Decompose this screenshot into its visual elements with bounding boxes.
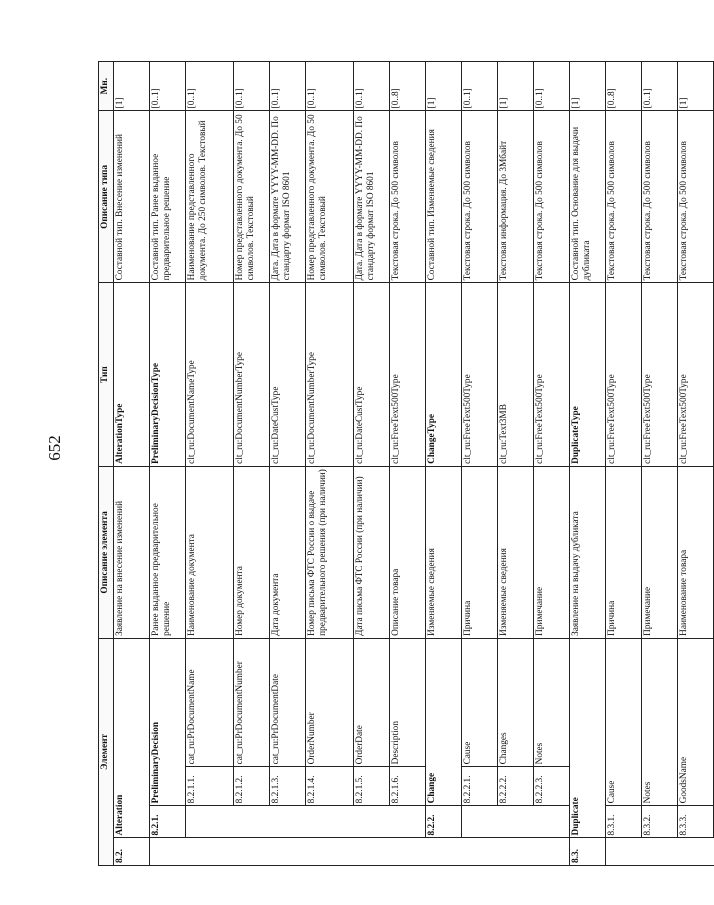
table-row <box>426 62 462 866</box>
element-type: clt_ru:FreeText500Type <box>606 283 642 466</box>
table-row <box>186 62 234 866</box>
table-row <box>462 62 498 866</box>
element-description: Изменяемые сведения <box>498 466 534 638</box>
indent-cell <box>606 838 642 866</box>
element-name: cat_ru:PrDocumentName <box>186 638 234 767</box>
element-type: ChangeType <box>426 283 462 466</box>
header-type-description: Описание типа <box>99 111 114 283</box>
row-number: 8.2.2.1. <box>462 767 498 806</box>
element-description: Наименование документа <box>186 466 234 638</box>
table-row <box>678 62 714 866</box>
table-row <box>306 62 354 866</box>
table-body <box>114 62 714 866</box>
multiplicity: [0..1] <box>306 62 354 111</box>
multiplicity: [1] <box>678 62 714 111</box>
row-number: 8.2. <box>114 838 150 866</box>
rotated-table-page <box>98 61 689 866</box>
element-description: Дата письма ФТС России (при наличии) <box>354 466 390 638</box>
type-description: Текстовая строка. До 500 символов <box>390 111 426 283</box>
table-row <box>354 62 390 866</box>
type-description: Наименование представленного документа. До 250 символов. Текстовый <box>186 111 234 283</box>
header-element: Элемент <box>99 638 114 865</box>
element-type: clt_ru:DateCustType <box>354 283 390 466</box>
multiplicity: [0..8] <box>606 62 642 111</box>
element-description: Номер письма ФТС России о выдаче предварительного решения (при наличии) <box>306 466 354 638</box>
indent-cell <box>390 838 426 866</box>
element-type: clt_ru:DocumentNameType <box>186 283 234 466</box>
indent-cell <box>426 838 462 866</box>
indent-cell <box>186 838 234 866</box>
element-description: Причина <box>606 466 642 638</box>
indent-cell <box>498 838 534 866</box>
table-row <box>114 62 150 866</box>
page-number: 652 <box>45 435 64 461</box>
multiplicity: [0..1] <box>186 62 234 111</box>
element-type: clt_ru:FreeText500Type <box>534 283 570 466</box>
indent-cell <box>390 806 426 838</box>
indent-cell <box>150 838 186 866</box>
element-description: Дата документа <box>270 466 306 638</box>
table-row <box>606 62 642 866</box>
row-number: 8.2.2. <box>426 806 462 838</box>
row-number: 8.2.1.6. <box>390 767 426 806</box>
row-number: 8.2.2.3. <box>534 767 570 806</box>
multiplicity: [1] <box>498 62 534 111</box>
type-description: Текстовая строка. До 500 символов <box>642 111 678 283</box>
type-description: Составной тип. Внесение изменений <box>114 111 150 283</box>
element-type: clt_ru:FreeText500Type <box>678 283 714 466</box>
indent-cell <box>642 838 678 866</box>
indent-cell <box>306 838 354 866</box>
row-number: 8.3.2. <box>642 806 678 838</box>
element-name: GoodsName <box>678 638 714 805</box>
multiplicity: [0..1] <box>354 62 390 111</box>
table-row <box>270 62 306 866</box>
header-mn: Мн. <box>99 62 114 111</box>
element-type: clt_ru:DocumentNumberType <box>306 283 354 466</box>
row-number: 8.3.3. <box>678 806 714 838</box>
indent-cell <box>270 806 306 838</box>
element-description: Заявление на выдачу дубликата <box>570 466 606 638</box>
element-type: AlterationType <box>114 283 150 466</box>
table-row <box>642 62 678 866</box>
table-row <box>390 62 426 866</box>
table-header-row <box>99 62 114 866</box>
row-number: 8.2.2.2. <box>498 767 534 806</box>
indent-cell <box>498 806 534 838</box>
element-name: Description <box>390 638 426 767</box>
element-name: PreliminaryDecision <box>150 638 186 805</box>
row-number: 8.2.1.4. <box>306 767 354 806</box>
element-name: Notes <box>534 638 570 767</box>
type-description: Составной тип. Основание для выдачи дубликата <box>570 111 606 283</box>
element-description: Заявление на внесение изменений <box>114 466 150 638</box>
element-name: Cause <box>462 638 498 767</box>
element-name: cat_ru:PrDocumentNumber <box>234 638 270 767</box>
element-description: Примечание <box>642 466 678 638</box>
multiplicity: [0..1] <box>234 62 270 111</box>
indent-cell <box>678 838 714 866</box>
indent-cell <box>354 838 390 866</box>
indent-cell <box>186 806 234 838</box>
element-type: clt_ru:FreeText500Type <box>462 283 498 466</box>
indent-cell <box>306 806 354 838</box>
element-type: clt_ru:FreeText500Type <box>642 283 678 466</box>
row-number: 8.2.1.5. <box>354 767 390 806</box>
multiplicity: [0..1] <box>534 62 570 111</box>
type-description: Номер представленного документа. До 50 символов. Текстовый <box>306 111 354 283</box>
table-row <box>534 62 570 866</box>
row-number: 8.2.1. <box>150 806 186 838</box>
element-name: Notes <box>642 638 678 805</box>
type-description: Номер представленного документа. До 50 символов. Текстовый <box>234 111 270 283</box>
row-number: 8.2.1.3. <box>270 767 306 806</box>
indent-cell <box>462 838 498 866</box>
element-type: PreliminaryDecisionType <box>150 283 186 466</box>
element-type: clt_ru:FreeText500Type <box>390 283 426 466</box>
element-type: DuplicateType <box>570 283 606 466</box>
type-description: Дата. Дата в формате YYYY-MM-DD. По стандарту формат ISO 8601 <box>270 111 306 283</box>
indent-cell <box>534 806 570 838</box>
type-description: Составной тип. Ранее выданное предварительное решение <box>150 111 186 283</box>
element-type: clt_ru:DateCustType <box>270 283 306 466</box>
multiplicity: [1] <box>114 62 150 111</box>
multiplicity: [1] <box>570 62 606 111</box>
indent-cell <box>462 806 498 838</box>
element-description: Номер документа <box>234 466 270 638</box>
row-number: 8.2.1.1. <box>186 767 234 806</box>
type-description: Текстовая строка. До 500 символов <box>678 111 714 283</box>
type-description: Дата. Дата в формате YYYY-MM-DD. По стандарту формат ISO 8601 <box>354 111 390 283</box>
element-description: Причина <box>462 466 498 638</box>
row-number: 8.3.1. <box>606 806 642 838</box>
element-description: Описание товара <box>390 466 426 638</box>
multiplicity: [0..1] <box>462 62 498 111</box>
row-number: 8.2.1.2. <box>234 767 270 806</box>
element-name: OrderDate <box>354 638 390 767</box>
row-number: 8.3. <box>570 838 606 866</box>
element-name: Alteration <box>114 638 150 838</box>
element-name: Duplicate <box>570 638 606 838</box>
header-type: Тип <box>99 283 114 466</box>
type-description: Текстовая строка. До 500 символов <box>534 111 570 283</box>
indent-cell <box>234 806 270 838</box>
table-row <box>234 62 270 866</box>
table-row <box>150 62 186 866</box>
element-type: clt_ru:Text3MB <box>498 283 534 466</box>
type-description: Составной тип. Изменяемые сведения <box>426 111 462 283</box>
element-description: Примечание <box>534 466 570 638</box>
element-type: clt_ru:DocumentNumberType <box>234 283 270 466</box>
schema-table <box>98 61 714 866</box>
table-row <box>498 62 534 866</box>
element-name: OrderNumber <box>306 638 354 767</box>
multiplicity: [0..1] <box>270 62 306 111</box>
element-description: Изменяемые сведения <box>426 466 462 638</box>
type-description: Текстовая информация. До 3Мбайт <box>498 111 534 283</box>
table-row <box>570 62 606 866</box>
type-description: Текстовая строка. До 500 символов <box>606 111 642 283</box>
multiplicity: [0..8] <box>390 62 426 111</box>
type-description: Текстовая строка. До 500 символов <box>462 111 498 283</box>
element-name: Change <box>426 638 462 805</box>
header-description: Описание элемента <box>99 466 114 638</box>
indent-cell <box>270 838 306 866</box>
indent-cell <box>534 838 570 866</box>
multiplicity: [1] <box>426 62 462 111</box>
indent-cell <box>234 838 270 866</box>
element-name: Cause <box>606 638 642 805</box>
element-name: Changes <box>498 638 534 767</box>
multiplicity: [0..1] <box>642 62 678 111</box>
indent-cell <box>354 806 390 838</box>
element-name: cat_ru:PrDocumentDate <box>270 638 306 767</box>
element-description: Ранее выданное предварительное решение <box>150 466 186 638</box>
element-description: Наименование товара <box>678 466 714 638</box>
multiplicity: [0..1] <box>150 62 186 111</box>
